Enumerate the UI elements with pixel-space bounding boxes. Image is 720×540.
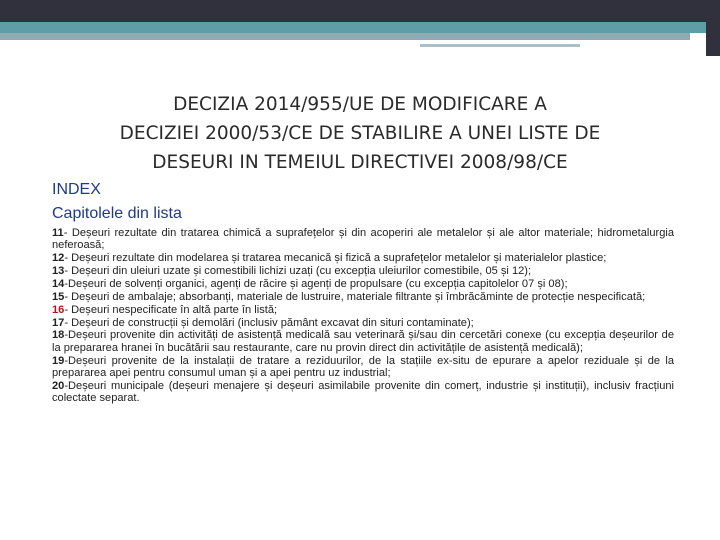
chapter-number: 11 xyxy=(52,227,64,239)
chapter-text: -Deșeuri municipale (deșeuri menajere și deșeuri asimilabile provenite din comerț, industrie și instituții), inclusiv fracțiuni colectate separat. xyxy=(52,379,674,404)
chapter-text: - Deșeuri nespecificate în altă parte în listă; xyxy=(64,303,278,316)
list-item xyxy=(52,278,674,290)
chapter-text: - Deșeuri rezultate din tratarea chimică a suprafețelor și din acoperiri ale metalelor și ale altor materiale; hidrometalurgia neferoasă; xyxy=(52,227,674,252)
title-line-1: DECIZIA 2014/955/UE DE MODIFICARE A xyxy=(173,94,547,115)
index-heading: INDEX xyxy=(52,181,101,198)
top-bar-teal xyxy=(0,22,720,33)
list-item xyxy=(52,329,674,353)
chapters-heading: Capitolele din lista xyxy=(52,205,182,222)
list-item xyxy=(52,252,674,264)
chapter-text: - Deșeuri de ambalaje; absorbanți, materiale de lustruire, materiale filtrante și îmbrăcăminte de protecție nespecificată; xyxy=(64,290,646,303)
chapter-number: 19 xyxy=(52,354,65,367)
top-right-corner-block xyxy=(706,0,720,56)
list-item xyxy=(52,317,674,329)
chapter-number: 14 xyxy=(52,277,65,290)
chapter-number: 13 xyxy=(52,264,65,277)
top-bar-dark xyxy=(0,0,720,22)
chapter-number: 20 xyxy=(52,379,65,392)
list-item xyxy=(52,304,674,316)
top-bar-slate xyxy=(0,33,690,40)
chapter-number: 18 xyxy=(52,329,65,342)
chapter-number: 16 xyxy=(52,303,65,316)
list-item xyxy=(52,380,674,404)
chapter-number: 12 xyxy=(52,252,65,265)
top-bar-thin-accent xyxy=(420,44,580,47)
title-line-2: DECIZIEI 2000/53/CE DE STABILIRE A UNEI LISTE DE xyxy=(119,123,601,144)
chapter-number: 17 xyxy=(52,316,65,329)
chapter-text: - Deșeuri din uleiuri uzate și comestibili lichizi uzați (cu excepția uleiurilor comestibile, 05 și 12); xyxy=(64,264,532,277)
list-item xyxy=(52,227,674,251)
list-item xyxy=(52,291,674,303)
list-item xyxy=(52,355,674,379)
chapter-text: - Deșeuri rezultate din modelarea și tratarea mecanică și fizică a suprafețelor metalelor și materialelor plastice; xyxy=(64,252,607,265)
chapter-text: -Deșeuri provenite de la instalații de tratare a reziduurilor, de la stațiile ex-situ de epurare a apelor reziduale și de la prepararea apei pentru consumul uman și a apei pentru uz industrial; xyxy=(52,354,674,379)
chapter-text: -Deșeuri de solvenți organici, agenți de răcire și agenți de propulsare (cu excepția capitolelor 07 și 08); xyxy=(64,277,568,290)
chapter-list xyxy=(52,227,674,405)
chapter-text: -Deșeuri provenite din activități de asistență medicală sau veterinară și/sau din cercetări conexe (cu excepția deșeurilor de la prepararea hranei în bucătării sau restaurante, care nu provin direct din activitățile de asistență medicală); xyxy=(52,329,674,354)
title-line-3: DESEURI IN TEMEIUL DIRECTIVEI 2008/98/CE xyxy=(152,152,568,173)
list-item xyxy=(52,265,674,277)
page-title xyxy=(40,90,680,177)
chapter-text: - Deșeuri de construcții și demolări (inclusiv pământ excavat din situri contaminate); xyxy=(64,316,474,329)
chapter-number: 15 xyxy=(52,290,65,303)
